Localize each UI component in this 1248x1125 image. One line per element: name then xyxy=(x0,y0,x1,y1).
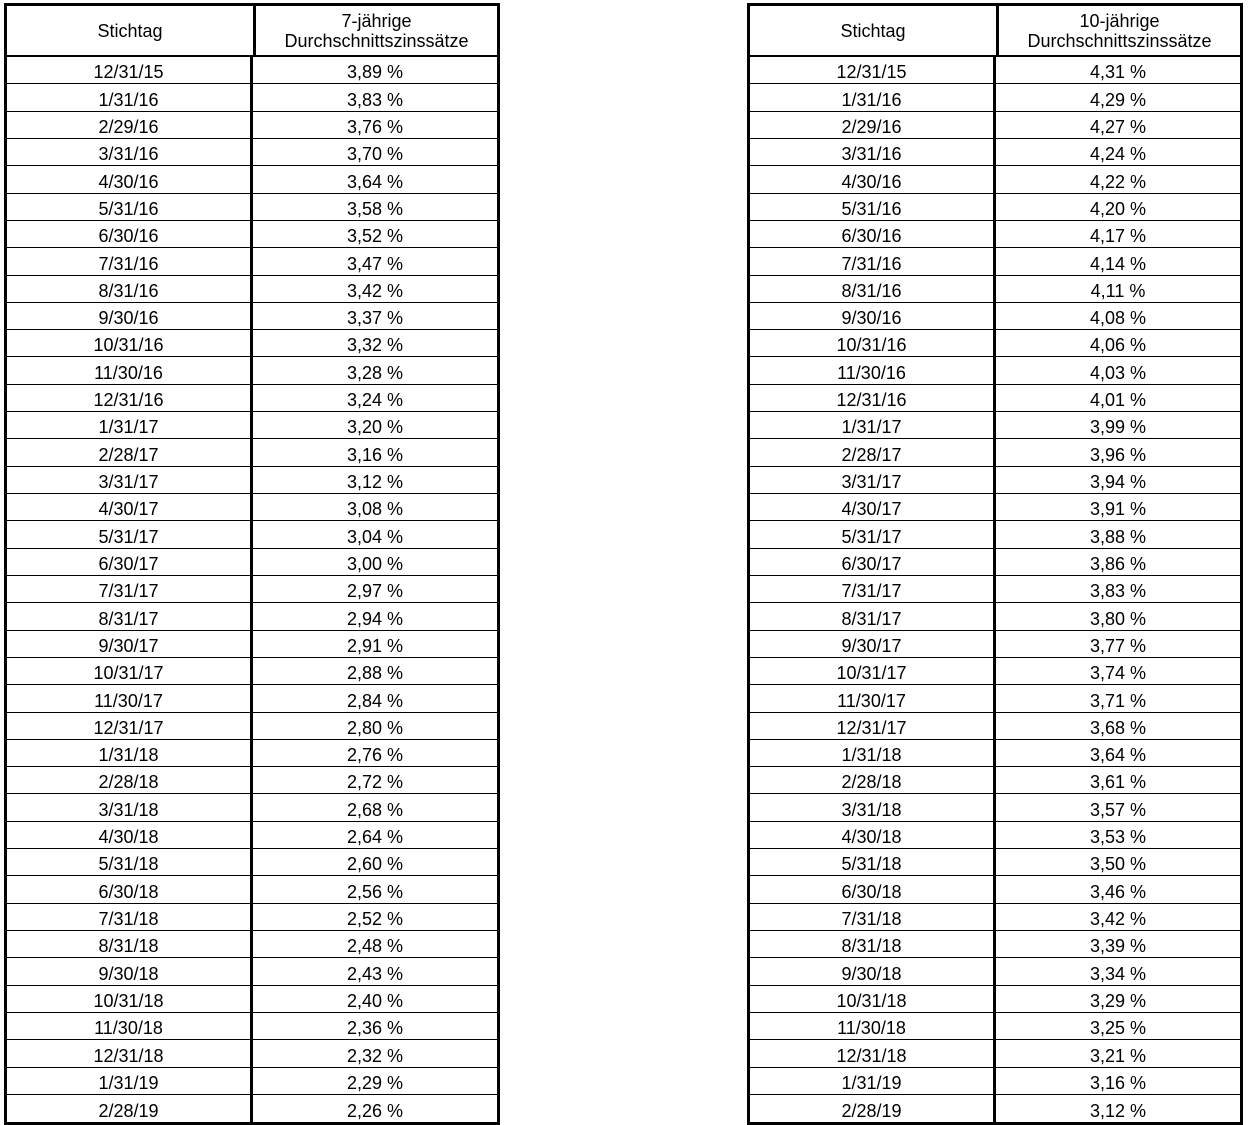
cell-stichtag: 2/28/17 xyxy=(750,439,996,465)
cell-stichtag: 3/31/16 xyxy=(7,139,253,165)
cell-stichtag: 6/30/18 xyxy=(750,876,996,902)
cell-rate: 3,53 % xyxy=(1089,827,1147,848)
table-header xyxy=(750,6,1240,57)
cell-stichtag: 12/31/15 xyxy=(7,57,253,83)
header-rate xyxy=(999,6,1240,55)
table-row xyxy=(7,467,497,494)
cell-stichtag: 6/30/16 xyxy=(750,221,996,247)
cell-stichtag: 5/31/17 xyxy=(7,521,253,547)
table-row xyxy=(7,194,497,221)
table-row xyxy=(7,412,497,439)
table-row xyxy=(750,958,1240,985)
cell-stichtag: 8/31/18 xyxy=(750,931,996,957)
cell-stichtag: 5/31/16 xyxy=(750,194,996,220)
cell-rate: 4,01 % xyxy=(1089,390,1147,411)
cell-rate: 3,04 % xyxy=(346,526,404,547)
cell-stichtag: 2/28/18 xyxy=(7,767,253,793)
cell-rate: 2,97 % xyxy=(346,581,404,602)
header-stichtag: Stichtag xyxy=(750,6,999,55)
cell-rate: 2,36 % xyxy=(346,1018,404,1039)
table-row xyxy=(7,221,497,248)
cell-stichtag: 4/30/18 xyxy=(750,822,996,848)
cell-stichtag: 1/31/16 xyxy=(7,84,253,110)
table-row xyxy=(7,1040,497,1067)
table-row xyxy=(750,1068,1240,1095)
cell-stichtag: 6/30/17 xyxy=(750,549,996,575)
cell-stichtag: 3/31/17 xyxy=(7,467,253,493)
table-row xyxy=(7,166,497,193)
cell-rate: 3,24 % xyxy=(346,390,404,411)
table-row xyxy=(7,57,497,84)
cell-stichtag: 9/30/17 xyxy=(750,631,996,657)
table-row xyxy=(7,84,497,111)
cell-rate: 2,52 % xyxy=(346,909,404,929)
rates-table-7-year xyxy=(4,3,500,1125)
cell-stichtag: 3/31/18 xyxy=(750,794,996,820)
cell-rate: 2,32 % xyxy=(346,1045,404,1066)
cell-rate: 2,64 % xyxy=(346,827,404,848)
cell-rate: 3,83 % xyxy=(346,89,404,110)
cell-rate: 3,88 % xyxy=(1089,526,1147,547)
cell-stichtag: 9/30/18 xyxy=(7,958,253,984)
cell-stichtag: 1/31/19 xyxy=(7,1068,253,1094)
cell-stichtag: 7/31/18 xyxy=(7,904,253,930)
cell-rate: 3,32 % xyxy=(346,335,404,356)
cell-rate: 3,37 % xyxy=(346,308,404,329)
table-row xyxy=(7,303,497,330)
cell-rate: 4,06 % xyxy=(1089,335,1147,356)
cell-rate: 2,43 % xyxy=(346,963,404,984)
cell-stichtag: 12/31/16 xyxy=(7,385,253,411)
cell-rate: 3,42 % xyxy=(346,280,404,301)
table-row xyxy=(7,276,497,303)
cell-rate: 3,00 % xyxy=(346,553,404,574)
cell-rate: 2,68 % xyxy=(346,799,404,820)
table-row xyxy=(750,603,1240,630)
cell-stichtag: 3/31/16 xyxy=(750,139,996,165)
cell-stichtag: 8/31/17 xyxy=(7,603,253,629)
header-rate-line2: Durchschnittszinssätze xyxy=(1027,30,1212,51)
cell-stichtag: 12/31/15 xyxy=(750,57,996,83)
cell-rate: 2,91 % xyxy=(346,635,404,656)
cell-rate: 3,21 % xyxy=(1089,1045,1147,1066)
cell-stichtag: 10/31/16 xyxy=(750,330,996,356)
table-row xyxy=(750,166,1240,193)
table-row xyxy=(7,931,497,958)
cell-rate: 2,76 % xyxy=(346,745,404,766)
table-row xyxy=(750,904,1240,931)
cell-stichtag: 11/30/17 xyxy=(7,685,253,711)
table-row xyxy=(750,986,1240,1013)
table-row xyxy=(7,713,497,740)
cell-stichtag: 10/31/17 xyxy=(750,658,996,684)
table-row xyxy=(750,303,1240,330)
table-row xyxy=(7,576,497,603)
cell-stichtag: 9/30/17 xyxy=(7,631,253,657)
table-row xyxy=(7,876,497,903)
cell-rate: 3,39 % xyxy=(1089,936,1147,957)
cell-rate: 3,68 % xyxy=(1089,717,1147,738)
cell-rate: 4,11 % xyxy=(1090,280,1146,301)
cell-stichtag: 2/29/16 xyxy=(750,112,996,138)
table-row xyxy=(750,931,1240,958)
cell-rate: 2,88 % xyxy=(346,663,404,684)
cell-rate: 3,52 % xyxy=(346,226,404,247)
table-row xyxy=(7,958,497,985)
cell-rate: 4,31 % xyxy=(1089,62,1147,83)
table-row xyxy=(750,876,1240,903)
table-row xyxy=(7,1013,497,1040)
cell-stichtag: 7/31/16 xyxy=(7,248,253,274)
cell-rate: 4,14 % xyxy=(1089,253,1147,274)
table-row xyxy=(7,631,497,658)
cell-stichtag: 11/30/18 xyxy=(7,1013,253,1039)
cell-rate: 3,47 % xyxy=(346,253,404,274)
cell-stichtag: 8/31/17 xyxy=(750,603,996,629)
header-rate-line1: 10-jährige xyxy=(1079,10,1160,31)
cell-stichtag: 10/31/18 xyxy=(750,986,996,1012)
table-row xyxy=(7,494,497,521)
table-row xyxy=(750,221,1240,248)
cell-rate: 2,56 % xyxy=(346,881,404,902)
table-row xyxy=(7,685,497,712)
cell-rate: 4,27 % xyxy=(1089,116,1147,137)
table-row xyxy=(750,658,1240,685)
table-row xyxy=(7,849,497,876)
cell-stichtag: 3/31/18 xyxy=(7,794,253,820)
cell-stichtag: 1/31/18 xyxy=(7,740,253,766)
cell-rate: 3,64 % xyxy=(1089,745,1147,766)
table-row xyxy=(7,439,497,466)
cell-rate: 3,20 % xyxy=(346,417,404,438)
cell-stichtag: 9/30/16 xyxy=(750,303,996,329)
table-row xyxy=(7,603,497,630)
cell-stichtag: 6/30/17 xyxy=(7,549,253,575)
table-row xyxy=(7,794,497,821)
cell-stichtag: 1/31/18 xyxy=(750,740,996,766)
cell-rate: 3,50 % xyxy=(1089,854,1147,875)
cell-rate: 3,29 % xyxy=(1089,990,1147,1011)
cell-stichtag: 7/31/18 xyxy=(750,904,996,930)
table-row xyxy=(750,276,1240,303)
table-row xyxy=(750,794,1240,821)
table-row xyxy=(7,330,497,357)
table-row xyxy=(7,385,497,412)
table-body xyxy=(750,57,1240,1122)
cell-rate: 4,22 % xyxy=(1089,171,1147,192)
cell-rate: 3,74 % xyxy=(1089,663,1147,684)
table-body xyxy=(7,57,497,1122)
cell-stichtag: 12/31/17 xyxy=(750,713,996,739)
table-row xyxy=(750,248,1240,275)
cell-rate: 2,94 % xyxy=(346,608,404,629)
cell-rate: 4,17 % xyxy=(1089,226,1147,247)
cell-rate: 3,12 % xyxy=(1089,1101,1147,1122)
table-row xyxy=(750,357,1240,384)
table-row xyxy=(750,385,1240,412)
table-row xyxy=(750,685,1240,712)
table-row xyxy=(750,1013,1240,1040)
cell-stichtag: 10/31/17 xyxy=(7,658,253,684)
header-rate xyxy=(256,6,497,55)
cell-rate: 3,91 % xyxy=(1089,499,1147,520)
cell-rate: 4,29 % xyxy=(1089,89,1147,110)
table-row xyxy=(7,740,497,767)
cell-stichtag: 5/31/18 xyxy=(750,849,996,875)
cell-rate: 3,70 % xyxy=(346,144,404,165)
cell-stichtag: 8/31/16 xyxy=(7,276,253,302)
cell-stichtag: 1/31/17 xyxy=(7,412,253,438)
cell-rate: 2,80 % xyxy=(346,717,404,738)
cell-rate: 3,16 % xyxy=(1089,1072,1147,1093)
cell-rate: 3,94 % xyxy=(1089,472,1147,492)
cell-stichtag: 11/30/18 xyxy=(750,1013,996,1039)
table-row xyxy=(750,194,1240,221)
cell-rate: 3,34 % xyxy=(1089,963,1147,984)
table-row xyxy=(750,112,1240,139)
table-row xyxy=(750,631,1240,658)
cell-stichtag: 11/30/17 xyxy=(750,685,996,711)
cell-rate: 3,64 % xyxy=(346,171,404,192)
cell-stichtag: 4/30/16 xyxy=(7,166,253,192)
table-row xyxy=(750,849,1240,876)
table-row xyxy=(750,767,1240,794)
table-row xyxy=(750,57,1240,84)
table-row xyxy=(750,412,1240,439)
table-row xyxy=(7,1095,497,1122)
cell-stichtag: 4/30/16 xyxy=(750,166,996,192)
header-rate-line2: Durchschnittszinssätze xyxy=(284,30,469,51)
cell-stichtag: 9/30/18 xyxy=(750,958,996,984)
table-row xyxy=(7,1068,497,1095)
cell-stichtag: 12/31/16 xyxy=(750,385,996,411)
cell-rate: 3,25 % xyxy=(1089,1018,1147,1039)
cell-stichtag: 7/31/16 xyxy=(750,248,996,274)
cell-rate: 2,72 % xyxy=(346,772,404,793)
table-row xyxy=(750,84,1240,111)
table-row xyxy=(7,822,497,849)
cell-stichtag: 10/31/16 xyxy=(7,330,253,356)
cell-rate: 3,83 % xyxy=(1089,581,1147,602)
cell-rate: 4,03 % xyxy=(1089,362,1147,383)
cell-rate: 2,84 % xyxy=(346,690,404,711)
cell-rate: 3,86 % xyxy=(1089,553,1147,574)
cell-stichtag: 12/31/17 xyxy=(7,713,253,739)
cell-stichtag: 2/28/17 xyxy=(7,439,253,465)
table-row xyxy=(7,986,497,1013)
table-row xyxy=(750,521,1240,548)
cell-stichtag: 3/31/17 xyxy=(750,467,996,493)
cell-stichtag: 4/30/17 xyxy=(750,494,996,520)
cell-rate: 3,42 % xyxy=(1089,909,1147,929)
table-row xyxy=(750,740,1240,767)
cell-stichtag: 5/31/18 xyxy=(7,849,253,875)
cell-rate: 2,48 % xyxy=(346,936,404,957)
cell-stichtag: 5/31/16 xyxy=(7,194,253,220)
cell-stichtag: 7/31/17 xyxy=(750,576,996,602)
cell-stichtag: 2/29/16 xyxy=(7,112,253,138)
cell-stichtag: 7/31/17 xyxy=(7,576,253,602)
cell-stichtag: 11/30/16 xyxy=(7,357,253,383)
table-header xyxy=(7,6,497,57)
cell-stichtag: 2/28/19 xyxy=(750,1095,996,1122)
rates-table-10-year xyxy=(747,3,1243,1125)
cell-stichtag: 9/30/16 xyxy=(7,303,253,329)
cell-rate: 4,08 % xyxy=(1089,308,1147,329)
cell-stichtag: 10/31/18 xyxy=(7,986,253,1012)
cell-rate: 3,99 % xyxy=(1089,417,1147,438)
table-row xyxy=(7,904,497,931)
cell-stichtag: 6/30/18 xyxy=(7,876,253,902)
cell-stichtag: 1/31/17 xyxy=(750,412,996,438)
table-row xyxy=(750,549,1240,576)
table-row xyxy=(750,139,1240,166)
cell-stichtag: 8/31/18 xyxy=(7,931,253,957)
header-rate-line1: 7-jährige xyxy=(341,10,412,31)
table-row xyxy=(750,494,1240,521)
cell-rate: 3,96 % xyxy=(1089,444,1147,465)
cell-stichtag: 6/30/16 xyxy=(7,221,253,247)
table-row xyxy=(7,139,497,166)
header-stichtag: Stichtag xyxy=(7,6,256,55)
cell-stichtag: 12/31/18 xyxy=(7,1040,253,1066)
cell-rate: 2,60 % xyxy=(346,854,404,875)
table-row xyxy=(7,767,497,794)
cell-rate: 3,16 % xyxy=(346,444,404,465)
cell-rate: 3,76 % xyxy=(346,116,404,137)
table-row xyxy=(750,713,1240,740)
table-row xyxy=(7,248,497,275)
cell-rate: 3,46 % xyxy=(1089,881,1147,902)
cell-rate: 3,57 % xyxy=(1089,799,1147,820)
table-row xyxy=(750,1040,1240,1067)
cell-rate: 3,08 % xyxy=(346,499,404,520)
cell-rate: 2,26 % xyxy=(346,1101,404,1122)
table-row xyxy=(750,822,1240,849)
table-row xyxy=(7,112,497,139)
table-row xyxy=(750,576,1240,603)
cell-rate: 3,77 % xyxy=(1089,635,1147,656)
table-row xyxy=(750,1095,1240,1122)
cell-stichtag: 5/31/17 xyxy=(750,521,996,547)
cell-stichtag: 2/28/18 xyxy=(750,767,996,793)
cell-rate: 3,12 % xyxy=(346,472,404,492)
table-row xyxy=(7,357,497,384)
cell-rate: 3,80 % xyxy=(1089,608,1147,629)
cell-rate: 2,40 % xyxy=(346,990,404,1011)
cell-stichtag: 1/31/19 xyxy=(750,1068,996,1094)
table-row xyxy=(7,549,497,576)
table-row xyxy=(750,330,1240,357)
cell-rate: 4,24 % xyxy=(1089,144,1147,165)
cell-rate: 4,20 % xyxy=(1089,198,1147,219)
cell-rate: 3,28 % xyxy=(346,362,404,383)
cell-rate: 3,58 % xyxy=(346,198,404,219)
cell-stichtag: 2/28/19 xyxy=(7,1095,253,1122)
table-row xyxy=(7,658,497,685)
cell-stichtag: 8/31/16 xyxy=(750,276,996,302)
table-row xyxy=(7,521,497,548)
cell-stichtag: 1/31/16 xyxy=(750,84,996,110)
cell-rate: 2,29 % xyxy=(346,1072,404,1093)
cell-stichtag: 12/31/18 xyxy=(750,1040,996,1066)
cell-stichtag: 4/30/18 xyxy=(7,822,253,848)
table-row xyxy=(750,467,1240,494)
cell-stichtag: 11/30/16 xyxy=(750,357,996,383)
cell-rate: 3,61 % xyxy=(1089,772,1147,793)
cell-rate: 3,89 % xyxy=(346,62,404,83)
cell-stichtag: 4/30/17 xyxy=(7,494,253,520)
cell-rate: 3,71 % xyxy=(1089,690,1147,711)
table-row xyxy=(750,439,1240,466)
